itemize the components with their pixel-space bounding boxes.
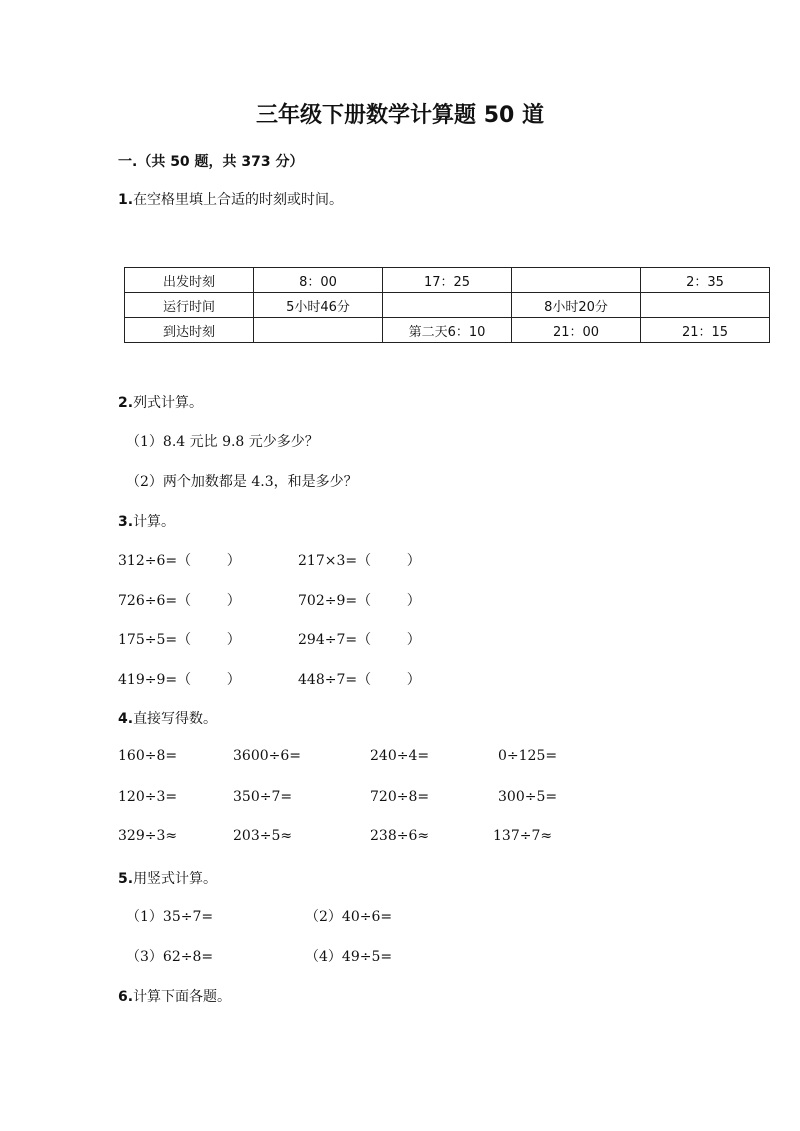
- exercise-item: 175÷5=（ ）: [118, 632, 241, 648]
- question-text: 在空格里填上合适的时刻或时间。: [133, 192, 344, 208]
- table-cell: 第二天6：10: [383, 318, 512, 343]
- table-cell: 出发时刻: [125, 268, 254, 293]
- question-number: 1.: [118, 192, 134, 208]
- question-number: 2.: [118, 395, 134, 411]
- page-title: 三年级下册数学计算题 50 道: [256, 103, 544, 128]
- section-header: 一.（共 50 题，共 373 分）: [118, 154, 304, 170]
- table-cell: 5小时46分: [254, 293, 383, 318]
- exercise-item: 240÷4=: [370, 748, 430, 764]
- time-table: [124, 267, 770, 343]
- question-text: 直接写得数。: [133, 711, 218, 727]
- table-cell: 17：25: [383, 268, 512, 293]
- exercise-item: 448÷7=（ ）: [298, 672, 421, 688]
- exercise-item: 702÷9=（ ）: [298, 593, 421, 609]
- exercise-item: （4）49÷5=: [305, 949, 393, 965]
- question-6: [118, 986, 231, 1006]
- table-cell: 8：00: [254, 268, 383, 293]
- table-cell: [383, 293, 512, 318]
- question-number: 6.: [118, 989, 134, 1005]
- sub-question: （2）两个加数都是 4.3，和是多少？: [126, 474, 358, 490]
- exercise-item: 137÷7≈: [493, 828, 553, 844]
- table-cell: [512, 268, 641, 293]
- exercise-item: 217×3=（ ）: [298, 553, 421, 569]
- table-cell: 到达时刻: [125, 318, 254, 343]
- question-3: [118, 511, 175, 531]
- question-text: 用竖式计算。: [133, 871, 218, 887]
- question-text: 列式计算。: [133, 395, 204, 411]
- question-number: 5.: [118, 871, 134, 887]
- exercise-item: 0÷125=: [498, 748, 558, 764]
- question-1: [118, 189, 343, 209]
- table-row: [125, 268, 770, 293]
- exercise-item: 300÷5=: [498, 789, 558, 805]
- exercise-item: 350÷7=: [233, 789, 293, 805]
- exercise-item: 329÷3≈: [118, 828, 178, 844]
- question-5: [118, 868, 217, 888]
- question-text: 计算。: [133, 514, 176, 530]
- question-number: 4.: [118, 711, 134, 727]
- exercise-item: 160÷8=: [118, 748, 178, 764]
- table-cell: 21：00: [512, 318, 641, 343]
- question-text: 计算下面各题。: [133, 989, 232, 1005]
- exercise-item: 419÷9=（ ）: [118, 672, 241, 688]
- table-cell: [641, 293, 770, 318]
- table-cell: 21：15: [641, 318, 770, 343]
- question-2: [118, 392, 203, 412]
- table-cell: 运行时间: [125, 293, 254, 318]
- table-row: [125, 318, 770, 343]
- exercise-item: 720÷8=: [370, 789, 430, 805]
- table-cell: 8小时20分: [512, 293, 641, 318]
- table-cell: [254, 318, 383, 343]
- exercise-item: （3）62÷8=: [126, 949, 214, 965]
- table-cell: 2：35: [641, 268, 770, 293]
- exercise-item: （2）40÷6=: [305, 909, 393, 925]
- exercise-item: （1）35÷7=: [126, 909, 214, 925]
- question-4: [118, 708, 217, 728]
- exercise-item: 120÷3=: [118, 789, 178, 805]
- exercise-item: 203÷5≈: [233, 828, 293, 844]
- question-number: 3.: [118, 514, 134, 530]
- exercise-item: 312÷6=（ ）: [118, 553, 241, 569]
- exercise-item: 726÷6=（ ）: [118, 593, 241, 609]
- exercise-item: 294÷7=（ ）: [298, 632, 421, 648]
- table-row: [125, 293, 770, 318]
- exercise-item: 238÷6≈: [370, 828, 430, 844]
- exercise-item: 3600÷6=: [233, 748, 301, 764]
- sub-question: （1）8.4 元比 9.8 元少多少？: [126, 434, 319, 450]
